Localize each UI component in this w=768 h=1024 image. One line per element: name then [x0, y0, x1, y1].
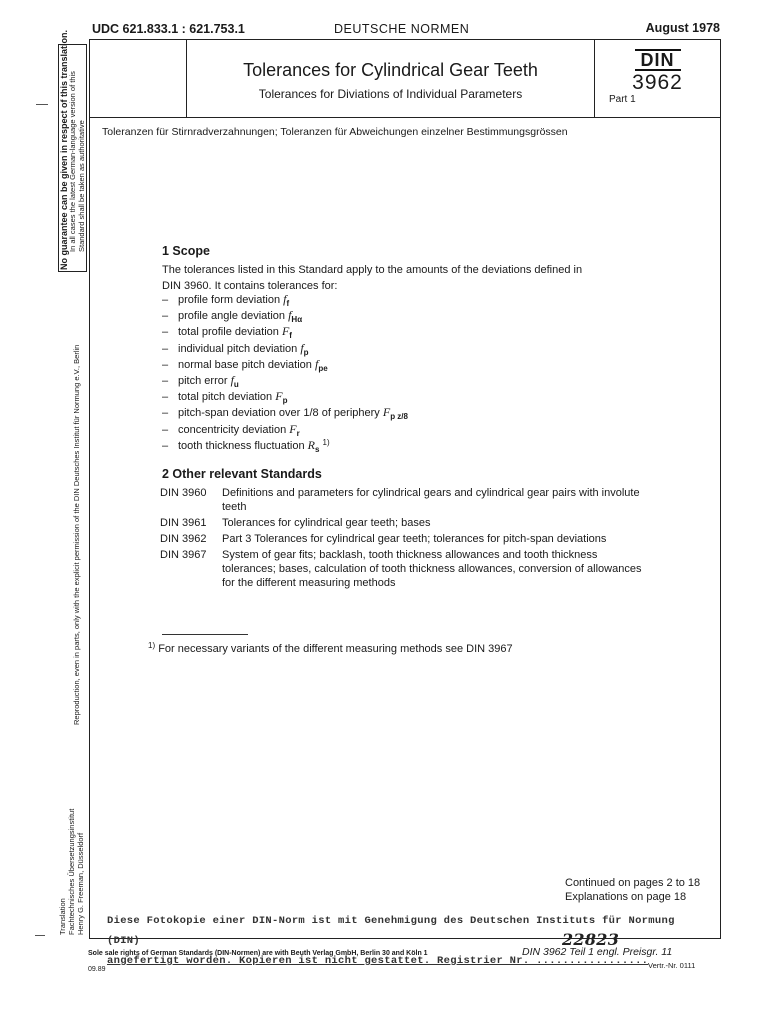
list-dash: –: [162, 310, 169, 323]
stamp-line-1: Diese Fotokopie einer DIN-Norm ist mit Genehmigung des Deutschen Instituts für Normung (DIN): [107, 915, 675, 947]
item-symbol-subscript: f: [286, 299, 290, 308]
item-symbol: f: [230, 372, 234, 387]
warning-note-line-2: Standard shall be taken as authoritative: [76, 120, 86, 252]
scope-intro-line-1: The tolerances listed in this Standard apply to the amounts of the deviations defined in: [162, 264, 583, 276]
udc-classification: UDC 621.833.1 : 621.753.1: [92, 22, 245, 36]
continued-line-2: Explanations on page 18: [565, 891, 687, 903]
item-symbol-subscript: p z/8: [390, 412, 408, 422]
continuation-note: [565, 876, 700, 904]
document-title: Tolerances for Cylindrical Gear Teeth: [243, 60, 538, 80]
list-dash: –: [162, 407, 169, 420]
list-dash: –: [162, 326, 169, 339]
photocopy-stamp: [107, 911, 707, 971]
translator-line-1: Translation: [58, 898, 67, 935]
scope-intro: [162, 262, 582, 294]
standard-description: System of gear fits; backlash, tooth thickness allowances and tooth thickness tolerances; bases, calculation of tooth thickness allowances, conversion of allowances for the different measuring methods: [222, 549, 642, 589]
document-reference: DIN 3962 Teil 1 engl. Preisgr. 11: [522, 946, 673, 958]
item-symbol-subscript: u: [233, 379, 239, 389]
standards-row: [160, 532, 642, 548]
tolerance-list-item: [162, 388, 408, 404]
list-dash: –: [162, 294, 169, 306]
document-subtitle: Tolerances for Diviations of Individual Parameters: [258, 87, 523, 101]
standard-code: DIN 3960: [160, 487, 207, 499]
standard-description: Part 3 Tolerances for cylindrical gear teeth; tolerances for pitch-span deviations: [222, 533, 607, 545]
item-text: pitch-span deviation over 1/8 of periphery: [178, 407, 383, 420]
item-symbol-subscript: Hα: [291, 315, 303, 325]
title-main: [187, 40, 594, 117]
din-block: [594, 40, 720, 117]
standard-number: 3962: [632, 71, 683, 94]
item-text: profile angle deviation: [178, 310, 289, 323]
tolerance-list: [162, 291, 408, 453]
list-dash: –: [162, 342, 169, 355]
item-symbol: F: [281, 324, 290, 339]
tolerance-list-item: [162, 323, 408, 339]
standards-row: [160, 486, 642, 516]
din-logo: DIN: [635, 49, 681, 71]
reproduction-notice: Reproduction, even in parts, only with the explicit permission of the DIN Deutsches Institut für Normung e.V., Berlin: [72, 344, 81, 725]
list-dash: –: [162, 439, 169, 452]
scan-mark: [35, 935, 45, 936]
title-block: [90, 40, 720, 118]
translator-line-3: Henry G. Freeman, Düsseldorf: [76, 832, 85, 935]
continued-line-1: Continued on pages 2 to 18: [565, 877, 701, 889]
item-symbol: f: [288, 308, 292, 323]
stamp-line-2: angefertigt worden. Kopieren ist nicht gestattet. Registrier Nr. .................: [107, 955, 649, 967]
item-text: tooth thickness fluctuation: [178, 439, 308, 452]
footnote-text: For necessary variants of the different measuring methods see DIN 3967: [158, 643, 513, 655]
item-symbol-subscript: p: [303, 347, 309, 357]
section-heading-standards: 2 Other relevant Standards: [162, 467, 322, 481]
standard-code: DIN 3961: [160, 517, 207, 529]
tolerance-list-item: [162, 421, 408, 437]
warning-note-line-1: In all cases the latest German-language version of this: [68, 71, 77, 252]
translator-line-2: Fachtechnisches Übersetzungsinstitut: [67, 808, 76, 935]
print-code: 09.89: [88, 966, 106, 973]
tolerance-list-item: [162, 291, 408, 307]
translation-warning: No guarantee can be given in respect of this translation.: [59, 29, 69, 270]
item-text: total pitch deviation: [178, 391, 276, 404]
list-dash: –: [162, 358, 169, 371]
item-text: total profile deviation: [178, 326, 282, 339]
publication-date: August 1978: [645, 21, 720, 35]
item-text: pitch error: [178, 374, 231, 387]
standards-row: [160, 548, 642, 592]
translator-credit: [58, 809, 85, 935]
standard-frame: [89, 39, 721, 939]
german-title: Toleranzen für Stirnradverzahnungen; Toleranzen für Abweichungen einzelner Bestimmungsgrössen: [102, 126, 568, 138]
item-symbol-subscript: p: [282, 396, 288, 406]
standards-row: [160, 516, 642, 532]
item-symbol-subscript: s: [314, 444, 320, 454]
distribution-number: Vertr.-Nr. 0111: [648, 961, 696, 970]
section-heading-scope: 1 Scope: [162, 244, 210, 258]
tolerance-list-item: [162, 437, 408, 453]
scan-mark: [36, 104, 48, 105]
standard-part: Part 1: [609, 94, 636, 105]
item-footnote-ref: 1): [322, 437, 330, 447]
item-text: individual pitch deviation: [178, 342, 301, 355]
tolerance-list-item: [162, 356, 408, 372]
tolerance-list-item: [162, 307, 408, 323]
item-symbol-subscript: pe: [318, 363, 328, 373]
scope-intro-line-2: DIN 3960. It contains tolerances for:: [162, 280, 338, 292]
item-symbol-subscript: f: [289, 331, 292, 341]
item-text: normal base pitch deviation: [178, 358, 315, 371]
series-name: DEUTSCHE NORMEN: [334, 22, 470, 36]
standard-description: Tolerances for cylindrical gear teeth; bases: [222, 517, 431, 529]
sole-sale-rights: Sole sale rights of German Standards (DIN-Normen) are with Beuth Verlag GmbH, Berlin 30 and Köln 1: [88, 950, 428, 957]
list-dash: –: [162, 374, 169, 387]
item-symbol: F: [382, 405, 391, 420]
item-text: profile form deviation: [178, 294, 284, 306]
item-symbol: f: [300, 340, 304, 355]
tolerance-list-item: [162, 340, 408, 356]
item-symbol: f: [314, 356, 319, 371]
standard-description: Definitions and parameters for cylindrical gears and cylindrical gear pairs with involute teeth: [222, 487, 640, 513]
standard-code: DIN 3962: [160, 533, 207, 545]
list-dash: –: [162, 423, 169, 436]
registration-number: 22823: [562, 930, 620, 949]
tolerance-list-item: [162, 372, 408, 388]
standards-table: [160, 486, 642, 592]
item-symbol: R: [307, 437, 315, 452]
standard-code: DIN 3967: [160, 549, 207, 561]
tolerance-list-item: [162, 404, 408, 420]
translation-warning-note: [69, 71, 86, 252]
footnote-rule: [162, 634, 248, 635]
title-left-cell: [90, 40, 187, 117]
footnote-mark: 1): [148, 641, 156, 650]
item-symbol: F: [289, 421, 297, 436]
item-symbol: F: [275, 389, 283, 404]
item-symbol-subscript: r: [296, 428, 300, 438]
item-text: concentricity deviation: [178, 423, 290, 436]
footnote: [148, 643, 513, 655]
list-dash: –: [162, 391, 169, 404]
item-symbol: f: [283, 292, 287, 306]
